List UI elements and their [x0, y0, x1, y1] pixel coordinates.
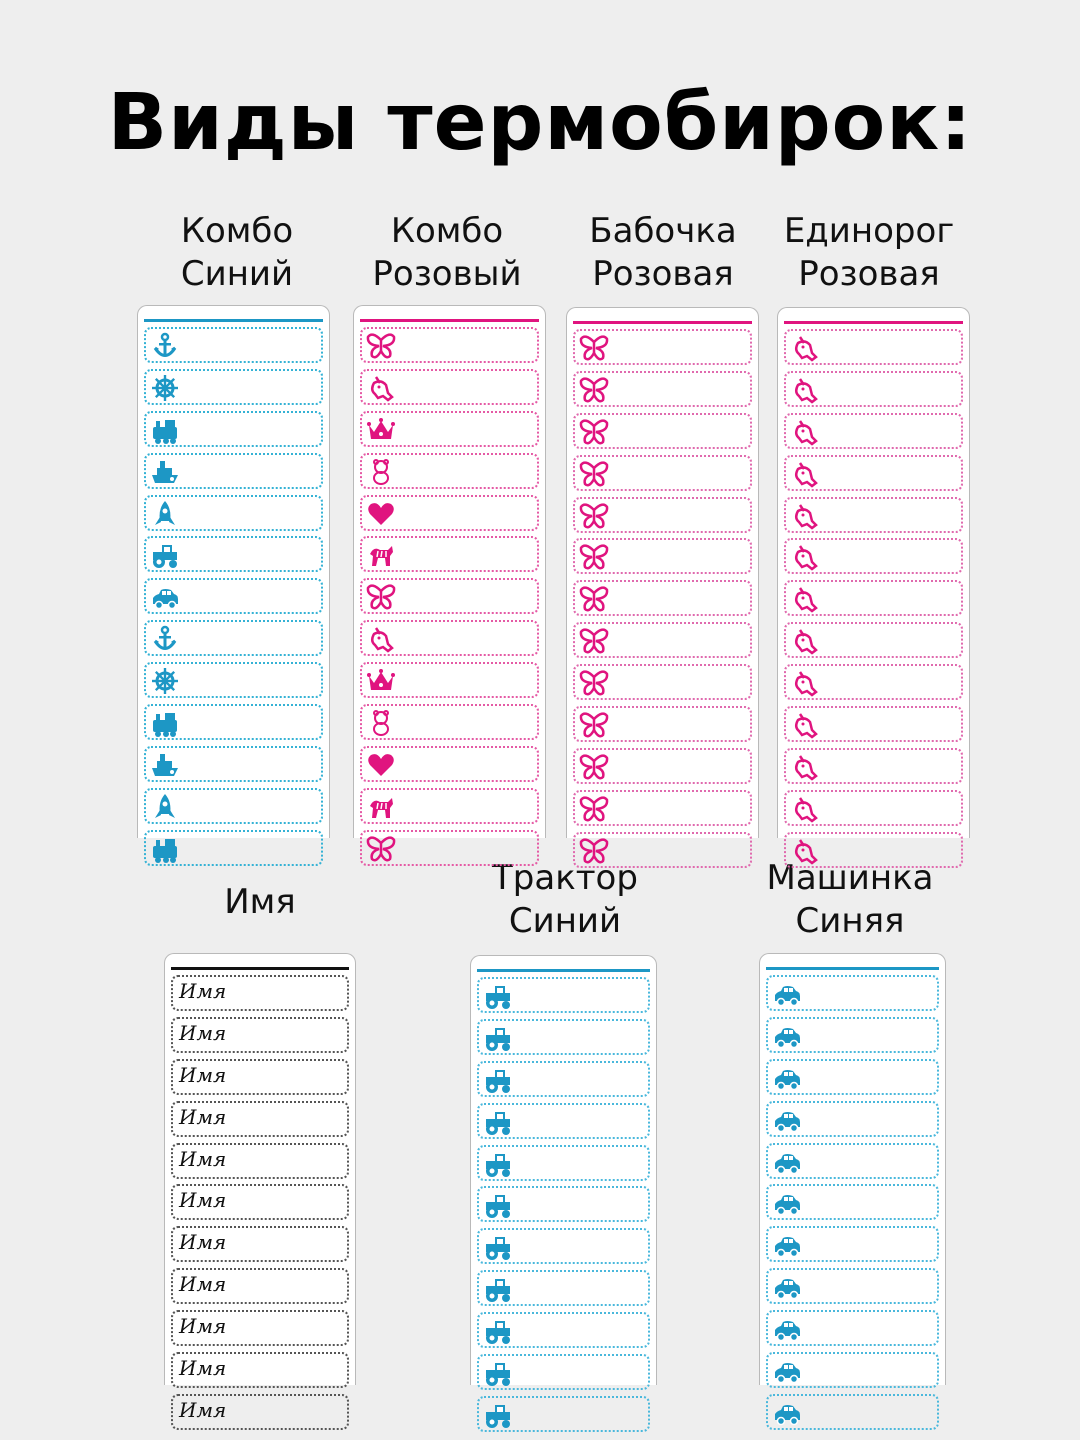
train-icon [150, 834, 180, 864]
teddy-bear-icon [366, 708, 396, 738]
label-row [360, 746, 539, 782]
caption-line1: Комбо [390, 211, 504, 251]
caption-line2: Розовая [592, 254, 734, 294]
caption-combo-blue [137, 210, 337, 296]
strip-top-line [784, 321, 963, 324]
caption-line2: Синяя [795, 901, 905, 941]
strip-top-line [144, 319, 323, 322]
zebra-icon [366, 792, 396, 822]
label-row [784, 706, 963, 742]
label-rows [573, 329, 752, 874]
car-icon [772, 1021, 802, 1051]
car-icon [772, 1147, 802, 1177]
label-row [144, 704, 323, 740]
label-row [784, 748, 963, 784]
car-icon [772, 1063, 802, 1093]
label-row [144, 746, 323, 782]
butterfly-icon [579, 542, 609, 572]
steamship-icon [150, 457, 180, 487]
caption-line1: Трактор [492, 858, 638, 898]
butterfly-icon [579, 501, 609, 531]
label-row [171, 1184, 349, 1220]
name-placeholder-text: Имя [179, 1230, 227, 1255]
label-row [477, 1354, 650, 1390]
label-row [784, 455, 963, 491]
rocket-icon [150, 499, 180, 529]
crown-icon [366, 666, 396, 696]
label-row [144, 578, 323, 614]
car-icon [772, 1356, 802, 1386]
unicorn-icon [790, 794, 820, 824]
label-row [477, 1186, 650, 1222]
label-row [171, 1352, 349, 1388]
label-rows [477, 977, 650, 1438]
label-row [171, 1310, 349, 1346]
label-row [784, 622, 963, 658]
unicorn-icon [790, 501, 820, 531]
label-row [144, 830, 323, 866]
label-row [477, 1228, 650, 1264]
label-rows [360, 327, 539, 872]
steamship-icon [150, 750, 180, 780]
label-row [144, 662, 323, 698]
caption-line2: Розовая [798, 254, 940, 294]
label-row [766, 1059, 939, 1095]
unicorn-icon [790, 459, 820, 489]
butterfly-icon [579, 417, 609, 447]
label-row [144, 327, 323, 363]
caption-unicorn-pink [769, 210, 969, 296]
tractor-icon [150, 540, 180, 570]
label-rows [171, 975, 349, 1436]
car-icon [772, 1105, 802, 1135]
label-row [477, 1061, 650, 1097]
label-strip-combo-pink [353, 305, 546, 838]
butterfly-icon [579, 752, 609, 782]
label-row [784, 497, 963, 533]
name-placeholder-text: Имя [179, 1020, 227, 1045]
butterfly-icon [579, 375, 609, 405]
label-strip-unicorn-pink [777, 307, 970, 838]
label-row [766, 975, 939, 1011]
caption-line2: Розовый [372, 254, 522, 294]
label-row [784, 580, 963, 616]
unicorn-icon [366, 373, 396, 403]
label-row [766, 1352, 939, 1388]
label-row [573, 748, 752, 784]
label-row [573, 790, 752, 826]
label-row [766, 1226, 939, 1262]
tractor-icon [483, 1358, 513, 1388]
label-strip-combo-blue [137, 305, 330, 838]
label-row [573, 832, 752, 868]
name-placeholder-text: Имя [179, 1272, 227, 1297]
name-placeholder-text: Имя [179, 1104, 227, 1129]
butterfly-icon [579, 584, 609, 614]
label-row [573, 329, 752, 365]
caption-line1: Имя [224, 882, 296, 922]
tractor-icon [483, 1023, 513, 1053]
label-row [477, 1396, 650, 1432]
tractor-icon [483, 1232, 513, 1262]
car-icon [772, 1398, 802, 1428]
strip-top-line [766, 967, 939, 970]
name-placeholder-text: Имя [179, 979, 227, 1003]
strip-top-line [171, 967, 349, 970]
label-strip-butterfly-pink [566, 307, 759, 838]
anchor-icon [150, 331, 180, 361]
name-placeholder-text: Имя [179, 1062, 227, 1087]
tractor-icon [483, 1316, 513, 1346]
label-row [360, 536, 539, 572]
caption-combo-pink [347, 210, 547, 296]
caption-line2: Синий [180, 254, 294, 294]
label-row [766, 1184, 939, 1220]
butterfly-icon [579, 333, 609, 363]
label-strip-tractor-blue [470, 955, 657, 1385]
label-row [171, 1268, 349, 1304]
label-row [477, 1145, 650, 1181]
label-row [573, 455, 752, 491]
label-row [766, 1268, 939, 1304]
label-row [144, 620, 323, 656]
label-row [784, 329, 963, 365]
butterfly-icon [366, 582, 396, 612]
label-row [144, 411, 323, 447]
name-placeholder-text: Имя [179, 1356, 227, 1381]
label-row [477, 1019, 650, 1055]
label-row [573, 580, 752, 616]
label-row [477, 1270, 650, 1306]
label-row [360, 788, 539, 824]
label-row [573, 622, 752, 658]
label-row [573, 664, 752, 700]
label-row [360, 830, 539, 866]
label-row [477, 977, 650, 1013]
tractor-icon [483, 1107, 513, 1137]
anchor-icon [150, 624, 180, 654]
caption-butterfly-pink [563, 210, 763, 296]
butterfly-icon [579, 459, 609, 489]
label-row [360, 495, 539, 531]
car-icon [772, 1188, 802, 1218]
label-row [573, 497, 752, 533]
name-placeholder-text: Имя [179, 1397, 227, 1422]
caption-name [160, 881, 360, 924]
label-row [171, 1226, 349, 1262]
caption-line1: Единорог [783, 211, 955, 251]
name-placeholder-text: Имя [179, 1146, 227, 1171]
tractor-icon [483, 1190, 513, 1220]
strip-top-line [360, 319, 539, 322]
train-icon [150, 708, 180, 738]
tractor-icon [483, 1065, 513, 1095]
label-row [144, 453, 323, 489]
label-row [784, 413, 963, 449]
label-row [171, 1059, 349, 1095]
label-row [360, 620, 539, 656]
label-row [573, 413, 752, 449]
tractor-icon [483, 1274, 513, 1304]
heart-icon [366, 750, 396, 780]
butterfly-icon [366, 331, 396, 361]
label-row [144, 536, 323, 572]
label-strip-name [164, 953, 356, 1422]
caption-line1: Комбо [180, 211, 294, 251]
zebra-icon [366, 540, 396, 570]
name-placeholder-text: Имя [179, 1314, 227, 1339]
label-row [784, 664, 963, 700]
tractor-icon [483, 1400, 513, 1430]
name-placeholder-text: Имя [179, 1188, 227, 1213]
tractor-icon [483, 981, 513, 1011]
teddy-bear-icon [366, 457, 396, 487]
unicorn-icon [790, 375, 820, 405]
strip-top-line [477, 969, 650, 972]
car-icon [772, 1314, 802, 1344]
caption-line1: Машинка [766, 858, 934, 898]
butterfly-icon [579, 668, 609, 698]
label-row [144, 495, 323, 531]
label-row [171, 975, 349, 1011]
label-row [573, 538, 752, 574]
caption-line2: Синий [508, 901, 622, 941]
unicorn-icon [790, 710, 820, 740]
unicorn-icon [790, 626, 820, 656]
label-row [360, 411, 539, 447]
label-row [360, 704, 539, 740]
heart-icon [366, 499, 396, 529]
label-row [171, 1394, 349, 1430]
label-row [784, 538, 963, 574]
label-row [360, 662, 539, 698]
unicorn-icon [790, 668, 820, 698]
strip-top-line [573, 321, 752, 324]
unicorn-icon [790, 542, 820, 572]
label-row [477, 1312, 650, 1348]
butterfly-icon [579, 836, 609, 866]
label-row [766, 1017, 939, 1053]
label-row [766, 1143, 939, 1179]
unicorn-icon [366, 624, 396, 654]
car-icon [150, 582, 180, 612]
label-row [573, 371, 752, 407]
label-row [360, 578, 539, 614]
page-title: Виды термобирок: [107, 78, 973, 168]
butterfly-icon [579, 710, 609, 740]
label-row [766, 1394, 939, 1430]
train-icon [150, 415, 180, 445]
label-row [171, 1101, 349, 1137]
label-row [360, 369, 539, 405]
label-rows [766, 975, 939, 1436]
label-row [784, 832, 963, 868]
label-rows [784, 329, 963, 874]
label-row [144, 369, 323, 405]
label-strip-car-blue [759, 953, 946, 1385]
butterfly-icon [579, 626, 609, 656]
unicorn-icon [790, 836, 820, 866]
ship-wheel-icon [150, 373, 180, 403]
rocket-icon [150, 792, 180, 822]
unicorn-icon [790, 417, 820, 447]
label-row [171, 1143, 349, 1179]
unicorn-icon [790, 584, 820, 614]
label-row [573, 706, 752, 742]
label-row [766, 1101, 939, 1137]
label-row [766, 1310, 939, 1346]
label-row [477, 1103, 650, 1139]
car-icon [772, 1230, 802, 1260]
label-row [784, 790, 963, 826]
label-row [360, 327, 539, 363]
crown-icon [366, 415, 396, 445]
label-row [171, 1017, 349, 1053]
ship-wheel-icon [150, 666, 180, 696]
label-row [784, 371, 963, 407]
caption-line1: Бабочка [589, 211, 737, 251]
butterfly-icon [579, 794, 609, 824]
label-row [144, 788, 323, 824]
label-rows [144, 327, 323, 872]
unicorn-icon [790, 752, 820, 782]
car-icon [772, 1272, 802, 1302]
tractor-icon [483, 1149, 513, 1179]
butterfly-icon [366, 834, 396, 864]
car-icon [772, 979, 802, 1009]
label-row [360, 453, 539, 489]
unicorn-icon [790, 333, 820, 363]
